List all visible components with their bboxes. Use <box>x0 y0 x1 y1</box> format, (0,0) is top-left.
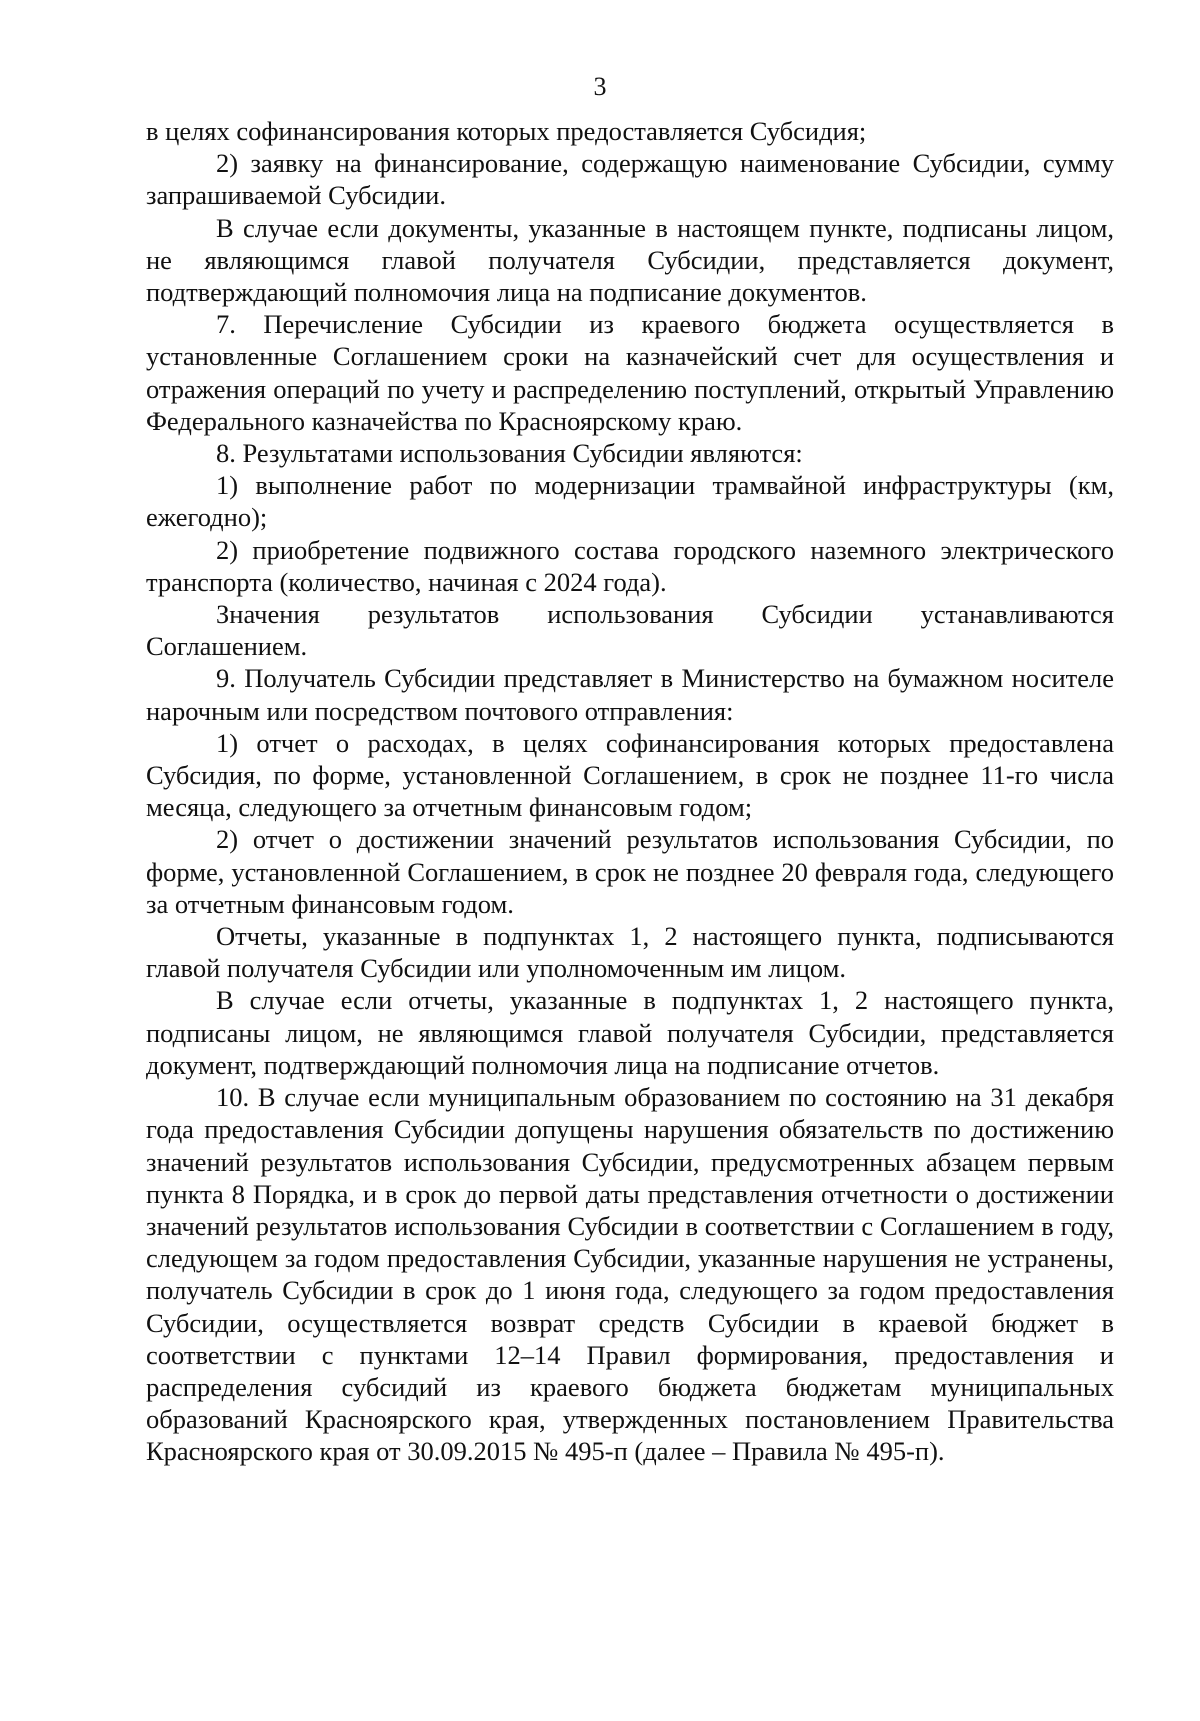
paragraph-item-9-sub-1: 1) отчет о расходах, в целях софинансирования которых предоставлена Субсидия, по форме, установленной Соглашением, в срок не позднее 11-го числа месяца, следующего за отчетным финансовым годом; <box>146 727 1114 823</box>
paragraph-item-8: 8. Результатами использования Субсидии являются: <box>216 438 803 469</box>
document-body <box>146 115 1114 1468</box>
paragraph-reports-signing: Отчеты, указанные в подпунктах 1, 2 настоящего пункта, подписываются главой получателя Субсидии или уполномоченным им лицом. <box>146 921 1114 984</box>
paragraph-subitem-2: 2) заявку на финансирование, содержащую наименование Субсидии, сумму запрашиваемой Субсидии. <box>146 148 1114 211</box>
paragraph-continuation: в целях софинансирования которых предоставляется Субсидия; <box>146 116 867 146</box>
paragraph-item-8-sub-1: 1) выполнение работ по модернизации трамвайной инфраструктуры (км, ежегодно); <box>146 470 1114 533</box>
paragraph-item-9: 9. Получатель Субсидии представляет в Министерство на бумажном носителе нарочным или посредством почтового отправления: <box>146 663 1114 726</box>
page-number: 3 <box>593 72 607 101</box>
paragraph-item-8-sub-2: 2) приобретение подвижного состава городского наземного электрического транспорта (количество, начиная с 2024 года). <box>146 534 1114 597</box>
paragraph-signing-documents: В случае если документы, указанные в настоящем пункте, подписаны лицом, не являющимся главой получателя Субсидии, представляется документ, подтверждающий полномочия лица на подписание документов. <box>146 212 1114 308</box>
paragraph-reports-authority: В случае если отчеты, указанные в подпунктах 1, 2 настоящего пункта, подписаны лицом, не являющимся главой получателя Субсидии, представляется документ, подтверждающий полномочия лица на подписание отчетов. <box>146 985 1114 1080</box>
paragraph-item-10: 10. В случае если муниципальным образованием по состоянию на 31 декабря года предоставления Субсидии допущены нарушения обязательств по достижению значений результатов использования Субсидии, предусмотренных абзацем первым пункта 8 Порядка, и в срок до первой даты представления отчетности о достижении значений результатов использования Субсидии в соответствии с Соглашением в году, следующем за годом предоставления Субсидии, указанные нарушения не устранены, получатель Субсидии в срок до 1 июня года, следующего за годом предоставления Субсидии, осуществляется возврат средств Субсидии в краевой бюджет в соответствии с пунктами 12–14 Правил формирования, предоставления и распределения субсидий из краевого бюджета бюджетам муниципальных образований Красноярского края, утвержденных постановлением Правительства Красноярского края от 30.09.2015 № 495-п (далее – Правила № 495-п). <box>146 1082 1114 1467</box>
paragraph-item-7: 7. Перечисление Субсидии из краевого бюджета осуществляется в установленные Соглашением сроки на казначейский счет для осуществления и отражения операций по учету и распределению поступлений, открытый Управлению Федерального казначейства по Красноярскому краю. <box>146 309 1114 436</box>
paragraph-item-9-sub-2: 2) отчет о достижении значений результатов использования Субсидии, по форме, установленной Соглашением, в срок не позднее 20 февраля года, следующего за отчетным финансовым годом. <box>146 824 1114 919</box>
paragraph-result-values: Значения результатов использования Субсидии устанавливаются Соглашением. <box>146 599 1114 662</box>
